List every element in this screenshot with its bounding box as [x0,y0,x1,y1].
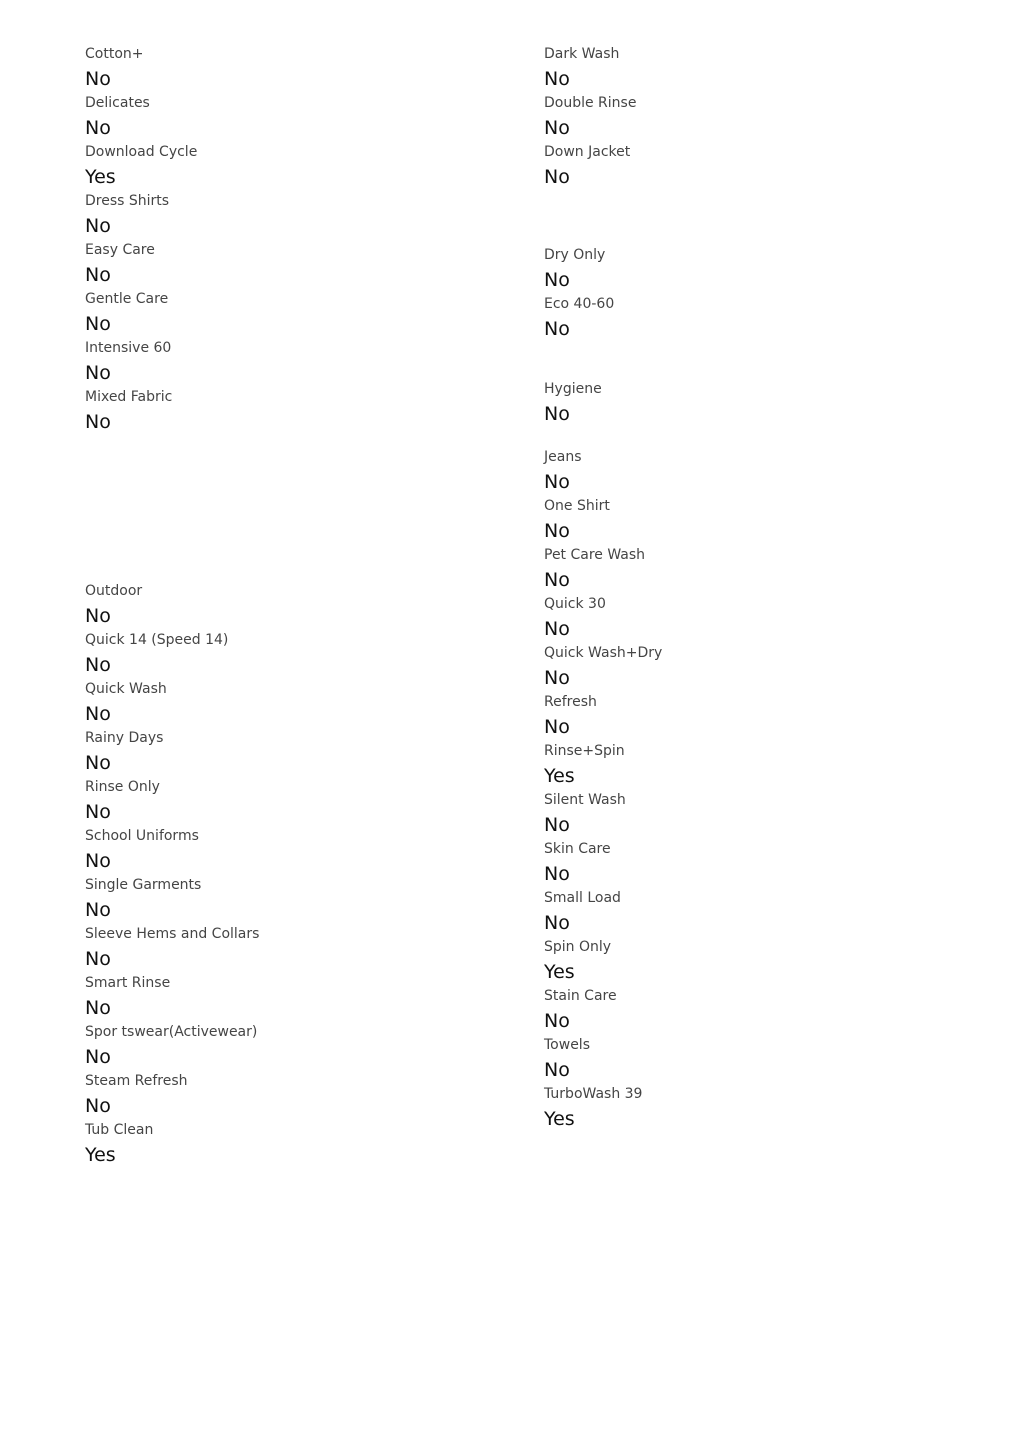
setting-label: Rinse+Spin [544,743,625,759]
setting-value: No [544,912,570,934]
setting-label: Skin Care [544,841,611,857]
setting-label: Tub Clean [85,1122,154,1138]
setting-value: No [544,403,570,425]
setting-label: Pet Care Wash [544,547,646,563]
setting-value: No [85,411,111,433]
setting-label: Spor tswear(Activewear) [85,1024,258,1040]
setting-item-refresh [544,693,597,739]
setting-item-school-uniforms [85,827,199,873]
setting-value: No [85,752,111,774]
setting-item-turbowash-39 [544,1085,642,1131]
setting-item-quick-wash [85,680,167,726]
setting-value: No [85,1095,111,1117]
setting-value: No [85,654,111,676]
setting-value: No [85,899,111,921]
setting-label: Cotton+ [85,46,144,62]
setting-item-pet-care-wash [544,546,645,592]
setting-label: Intensive 60 [85,340,172,356]
setting-value: No [544,667,570,689]
setting-value: No [544,166,570,188]
setting-label: Delicates [85,95,150,111]
setting-item-single-garments [85,876,201,922]
setting-item-quick-30 [544,595,606,641]
setting-label: Mixed Fabric [85,389,173,405]
setting-item-rinse-spin [544,742,625,788]
setting-item-down-jacket [544,143,630,189]
setting-item-smart-rinse [85,974,170,1020]
setting-value: Yes [544,765,575,787]
setting-value: Yes [544,1108,575,1130]
setting-value: No [85,850,111,872]
setting-value: No [85,703,111,725]
setting-item-delicates [85,94,150,140]
setting-value: No [85,68,111,90]
setting-item-silent-wash [544,791,626,837]
setting-value: No [544,117,570,139]
setting-label: Hygiene [544,381,602,397]
setting-label: Refresh [544,694,597,710]
setting-label: Jeans [544,449,582,465]
setting-value: No [544,814,570,836]
setting-label: Quick Wash+Dry [544,645,663,661]
setting-label: Gentle Care [85,291,169,307]
setting-label: Quick Wash [85,681,167,697]
setting-value: No [85,117,111,139]
setting-item-hygiene [544,380,602,426]
setting-label: Towels [544,1037,590,1053]
setting-value: No [544,1010,570,1032]
setting-label: Down Jacket [544,144,631,160]
setting-label: Sleeve Hems and Collars [85,926,260,942]
setting-item-dress-shirts [85,192,169,238]
setting-value: Yes [544,961,575,983]
setting-value: No [544,520,570,542]
setting-item-tub-clean [85,1121,153,1167]
setting-label: Stain Care [544,988,617,1004]
setting-value: No [85,948,111,970]
setting-item-gentle-care [85,290,168,336]
setting-value: No [544,716,570,738]
setting-value: No [85,997,111,1019]
setting-item-cotton-plus [85,45,144,91]
setting-item-steam-refresh [85,1072,188,1118]
setting-item-towels [544,1036,590,1082]
setting-item-quick-wash-dry [544,644,662,690]
setting-item-outdoor [85,582,142,628]
setting-value: No [544,318,570,340]
setting-value: No [544,471,570,493]
setting-item-jeans [544,448,582,494]
setting-label: Quick 14 (Speed 14) [85,632,229,648]
setting-label: Steam Refresh [85,1073,188,1089]
setting-label: Dry Only [544,247,606,263]
setting-value: No [544,269,570,291]
setting-item-small-load [544,889,621,935]
setting-label: Dress Shirts [85,193,170,209]
setting-value: No [85,362,111,384]
setting-value: No [85,605,111,627]
setting-value: No [544,863,570,885]
setting-value: No [544,569,570,591]
setting-value: No [85,1046,111,1068]
setting-label: Rainy Days [85,730,164,746]
setting-item-sportswear [85,1023,257,1069]
setting-value: Yes [85,1144,116,1166]
setting-label: Quick 30 [544,596,606,612]
setting-value: No [85,264,111,286]
setting-item-rainy-days [85,729,163,775]
setting-label: Easy Care [85,242,155,258]
setting-item-skin-care [544,840,611,886]
setting-value: No [544,68,570,90]
setting-label: TurboWash 39 [544,1086,643,1102]
setting-value: No [85,313,111,335]
setting-label: School Uniforms [85,828,199,844]
setting-item-stain-care [544,987,617,1033]
setting-label: One Shirt [544,498,610,514]
setting-item-spin-only [544,938,611,984]
setting-value: No [85,215,111,237]
setting-label: Download Cycle [85,144,198,160]
setting-label: Rinse Only [85,779,160,795]
setting-label: Silent Wash [544,792,626,808]
setting-label: Small Load [544,890,621,906]
setting-value: No [544,618,570,640]
setting-item-sleeve-hems-and-collars [85,925,259,971]
setting-label: Single Garments [85,877,202,893]
setting-label: Eco 40-60 [544,296,615,312]
setting-item-quick-14 [85,631,228,677]
setting-value: Yes [85,166,116,188]
setting-item-dry-only [544,246,605,292]
setting-item-easy-care [85,241,155,287]
setting-item-mixed-fabric [85,388,172,434]
setting-item-eco-40-60 [544,295,614,341]
setting-item-dark-wash [544,45,619,91]
setting-item-rinse-only [85,778,160,824]
setting-label: Double Rinse [544,95,637,111]
setting-value: No [544,1059,570,1081]
setting-label: Spin Only [544,939,612,955]
setting-item-double-rinse [544,94,636,140]
setting-label: Smart Rinse [85,975,171,991]
setting-item-download-cycle [85,143,197,189]
setting-label: Dark Wash [544,46,620,62]
setting-item-one-shirt [544,497,610,543]
setting-value: No [85,801,111,823]
setting-label: Outdoor [85,583,143,599]
setting-item-intensive-60 [85,339,171,385]
